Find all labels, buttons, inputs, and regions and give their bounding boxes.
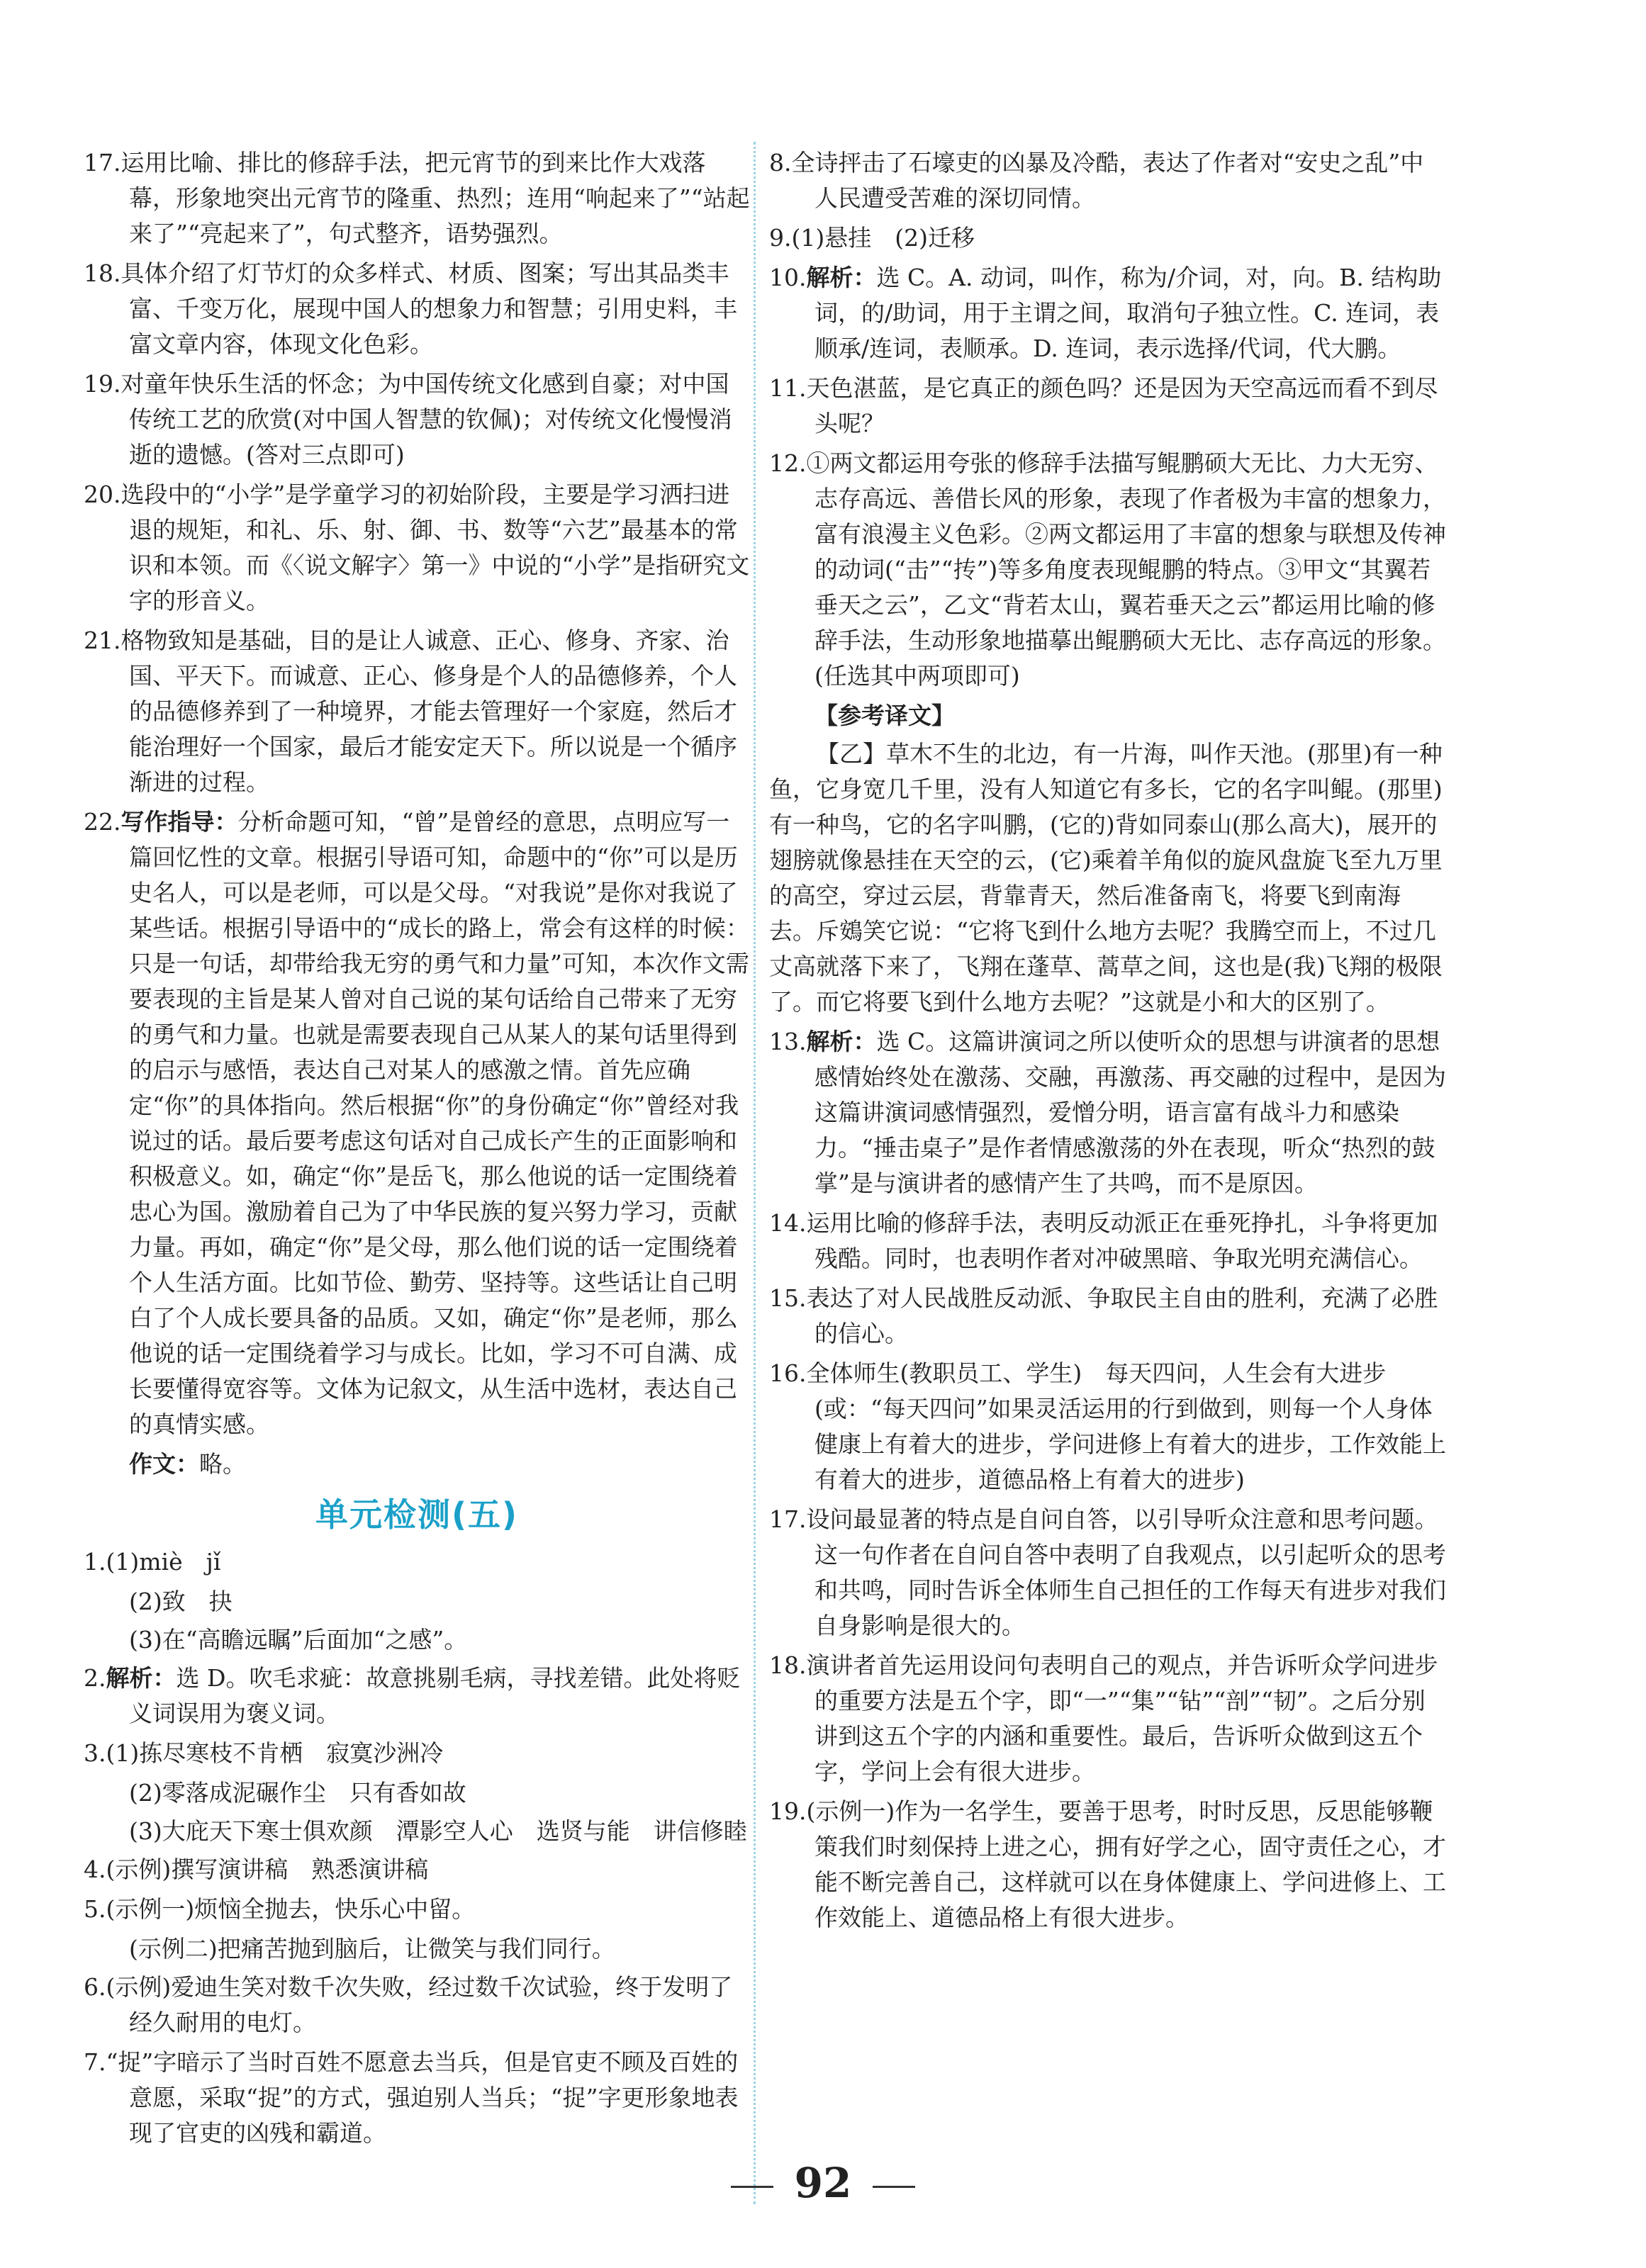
page-number — [0, 2159, 1646, 2207]
unit-answer-16: 16.全体师生(教职员工、学生) 每天四问，人生会有大进步(或：“每天四问”如果灵活运用的行到做到，则每一个人身体健康上有着大的进步，学问进修上有着大的进步，工作效能上有着大的进步，道德品格上有着大的进步) — [769, 1359, 1446, 1493]
unit-answer-5: 5.(示例一)烦恼全抛去，快乐心中留。 — [84, 1895, 476, 1923]
answer-17: 17.运用比喻、排比的修辞手法，把元宵节的到来比作大戏落幕，形象地突出元宵节的隆重、热烈；连用“响起来了”“站起来了”“亮起来了”，句式整齐，语势强烈。 — [84, 149, 750, 247]
unit-answer-18: 18.演讲者首先运用设问句表明自己的观点，并告诉听众学问进步的重要方法是五个字，即“一”“集”“钻”“剖”“韧”。之后分别讲到这五个字的内涵和重要性。最后，告诉听众做到这五个字，学问上会有很大进步。 — [769, 1651, 1438, 1785]
unit-answer-1-line: (2)致 抉 — [129, 1588, 233, 1615]
page-number-value: 92 — [794, 2159, 852, 2207]
unit-answer-7: 7.“捉”字暗示了当时百姓不愿意去当兵，但是官吏不顾及百姓的意愿，采取“捉”的方式，强迫别人当兵；“捉”字更形象地表现了官吏的凶残和霸道。 — [84, 2048, 739, 2147]
essay-note: 作文：略。 — [129, 1450, 246, 1478]
unit-answer-19: 19.(示例一)作为一名学生，要善于思考，时时反思，反思能够鞭策我们时刻保持上进之心，拥有好学之心，固守责任之心，才能不断完善自己，这样就可以在身体健康上、学问进修上、工作效能上、道德品格上有很大进步。 — [769, 1797, 1446, 1931]
page-number-dash-right — [873, 2186, 915, 2188]
translation-text: 【乙】草木不生的北边，有一片海，叫作天池。(那里)有一种鱼，它身宽几千里，没有人知道它有多长，它的名字叫鲲。(那里)有一种鸟，它的名字叫鹏，(它的)背如同泰山(那么高大)，展开的翅膀就像悬挂在天空的云，(它)乘着羊角似的旋风盘旋飞至九万里的高空，穿过云层，背靠青天，然后准备南飞，将要飞到南海去。斥鴳笑它说：“它将飞到什么地方去呢？我腾空而上，不过几丈高就落下来了，飞翔在蓬草、蒿草之间，这也是(我)飞翔的极限了。而它将要飞到什么地方去呢？”这就是小和大的区别了。 — [769, 740, 1443, 1016]
unit-answer-6: 6.(示例)爱迪生笑对数千次失败，经过数千次试验，终于发明了经久耐用的电灯。 — [84, 1973, 733, 2036]
unit-answer-15: 15.表达了对人民战胜反动派、争取民主自由的胜利，充满了必胜的信心。 — [769, 1284, 1438, 1347]
answer-19: 19.对童年快乐生活的怀念；为中国传统文化感到自豪；对中国传统工艺的欣赏(对中国人智慧的钦佩)；对传统文化慢慢消逝的遗憾。(答对三点即可) — [84, 370, 732, 468]
unit-answer-17: 17.设问最显著的特点是自问自答，以引导听众注意和思考问题。这一句作者在自问自答中表明了自我观点，以引起听众的思考和共鸣，同时告诉全体师生自己担任的工作每天有进步对我们自身影响是很大的。 — [769, 1505, 1446, 1639]
column-divider — [754, 142, 756, 2204]
unit-answer-3-line: (2)零落成泥碾作尘 只有香如故 — [129, 1779, 466, 1807]
section-title: 单元检测(五) — [315, 1495, 519, 1534]
unit-answer-2: 2.解析：选 D。吹毛求疵：故意挑剔毛病，寻找差错。此处将贬义词误用为褒义词。 — [84, 1664, 741, 1727]
translation-heading: 【参考译文】 — [814, 702, 955, 729]
unit-answer-12: 12.①两文都运用夸张的修辞手法描写鲲鹏硕大无比、力大无穷、志存高远、善借长风的形象，表现了作者极为丰富的想象力，富有浪漫主义色彩。②两文都运用了丰富的想象与联想及传神的动词(“击”“抟”)等多角度表现鲲鹏的特点。③甲文“其翼若垂天之云”，乙文“背若太山，翼若垂天之云”都运用比喻的修辞手法，生动形象地描摹出鲲鹏硕大无比、志存高远的形象。(任选其中两项即可) — [769, 449, 1446, 690]
right-column — [769, 145, 1446, 1940]
unit-answer-9: 9.(1)悬挂 (2)迁移 — [769, 224, 975, 252]
unit-answer-13: 13.解析：选 C。这篇讲演词之所以使听众的思想与讲演者的思想感情始终处在激荡、交融，再激荡、再交融的过程中，是因为这篇讲演词感情强烈，爱憎分明，语言富有战斗力和感染力。“捶击桌子”是作者情感激荡的外在表现，听众“热烈的鼓掌”是与演讲者的感情产生了共鸣，而不是原因。 — [769, 1028, 1446, 1197]
unit-answer-11: 11.天色湛蓝，是它真正的颜色吗？还是因为天空高远而看不到尽头呢？ — [769, 374, 1438, 437]
unit-answer-4: 4.(示例)撰写演讲稿 熟悉演讲稿 — [84, 1856, 429, 1883]
unit-answer-14: 14.运用比喻的修辞手法，表明反动派正在垂死挣扎，斗争将更加残酷。同时，也表明作者对冲破黑暗、争取光明充满信心。 — [769, 1209, 1438, 1272]
answer-18: 18.具体介绍了灯节灯的众多样式、材质、图案；写出其品类丰富、千变万化，展现中国人的想象力和智慧；引用史料，丰富文章内容，体现文化色彩。 — [84, 259, 737, 358]
page-number-dash-left — [731, 2186, 773, 2188]
unit-answer-5-line: (示例二)把痛苦抛到脑后，让微笑与我们同行。 — [129, 1935, 615, 1963]
unit-answer-1-line: (3)在“高瞻远瞩”后面加“之感”。 — [129, 1626, 468, 1654]
unit-answer-8: 8.全诗抨击了石壕吏的凶暴及冷酷，表达了作者对“安史之乱”中人民遭受苦难的深切同情。 — [769, 149, 1424, 212]
unit-answer-1: 1.(1)miè jǐ — [84, 1548, 221, 1576]
unit-answer-10: 10.解析：选 C。A. 动词，叫作，称为/介词，对，向。B. 结构助词，的/助词，用于主谓之间，取消句子独立性。C. 连词，表顺承/连词，表顺承。D. 连词，表示选择/代词，代大鹏。 — [769, 264, 1442, 362]
unit-answer-3-line: (3)大庇天下寒士俱欢颜 潭影空人心 选贤与能 讲信修睦 — [129, 1817, 747, 1845]
answer-22: 22.写作指导：分析命题可知，“曾”是曾经的意思，点明应写一篇回忆性的文章。根据引导语可知，命题中的“你”可以是历史名人，可以是老师，可以是父母。“对我说”是你对我说了某些话。根据引导语中的“成长的路上，常会有这样的时候：只是一句话，却带给我无穷的勇气和力量”可知，本次作文需要表现的主旨是某人曾对自己说的某句话给自己带来了无穷的勇气和力量。也就是需要表现自己从某人的某句话里得到的启示与感悟，表达自己对某人的感激之情。首先应确定“你”的具体指向。然后根据“你”的身份确定“你”曾经对我说过的话。最后要考虑这句话对自己成长产生的正面影响和积极意义。如，确定“你”是岳飞，那么他说的话一定围绕着忠心为国。激励着自己为了中华民族的复兴努力学习，贡献力量。再如，确定“你”是父母，那么他们说的话一定围绕着个人生活方面。比如节俭、勤劳、坚持等。这些话让自己明白了个人成长要具备的品质。又如，确定“你”是老师，那么他说的话一定围绕着学习与成长。比如，学习不可自满、成长要懂得宽容等。文体为记叙文，从生活中选材，表达自己的真情实感。 — [84, 808, 749, 1438]
left-column — [84, 145, 750, 2155]
unit-answer-3: 3.(1)拣尽寒枝不肯栖 寂寞沙洲冷 — [84, 1739, 444, 1767]
answer-21: 21.格物致知是基础，目的是让人诚意、正心、修身、齐家、治国、平天下。而诚意、正心、修身是个人的品德修养，个人的品德修养到了一种境界，才能去管理好一个家庭，然后才能治理好一个国家，最后才能安定天下。所以说是一个循序渐进的过程。 — [84, 627, 737, 796]
answer-20: 20.选段中的“小学”是学童学习的初始阶段，主要是学习洒扫进退的规矩，和礼、乐、射、御、书、数等“六艺”最基本的常识和本领。而《〈说文解字〉第一》中说的“小学”是指研究文字的形音义。 — [84, 481, 750, 614]
